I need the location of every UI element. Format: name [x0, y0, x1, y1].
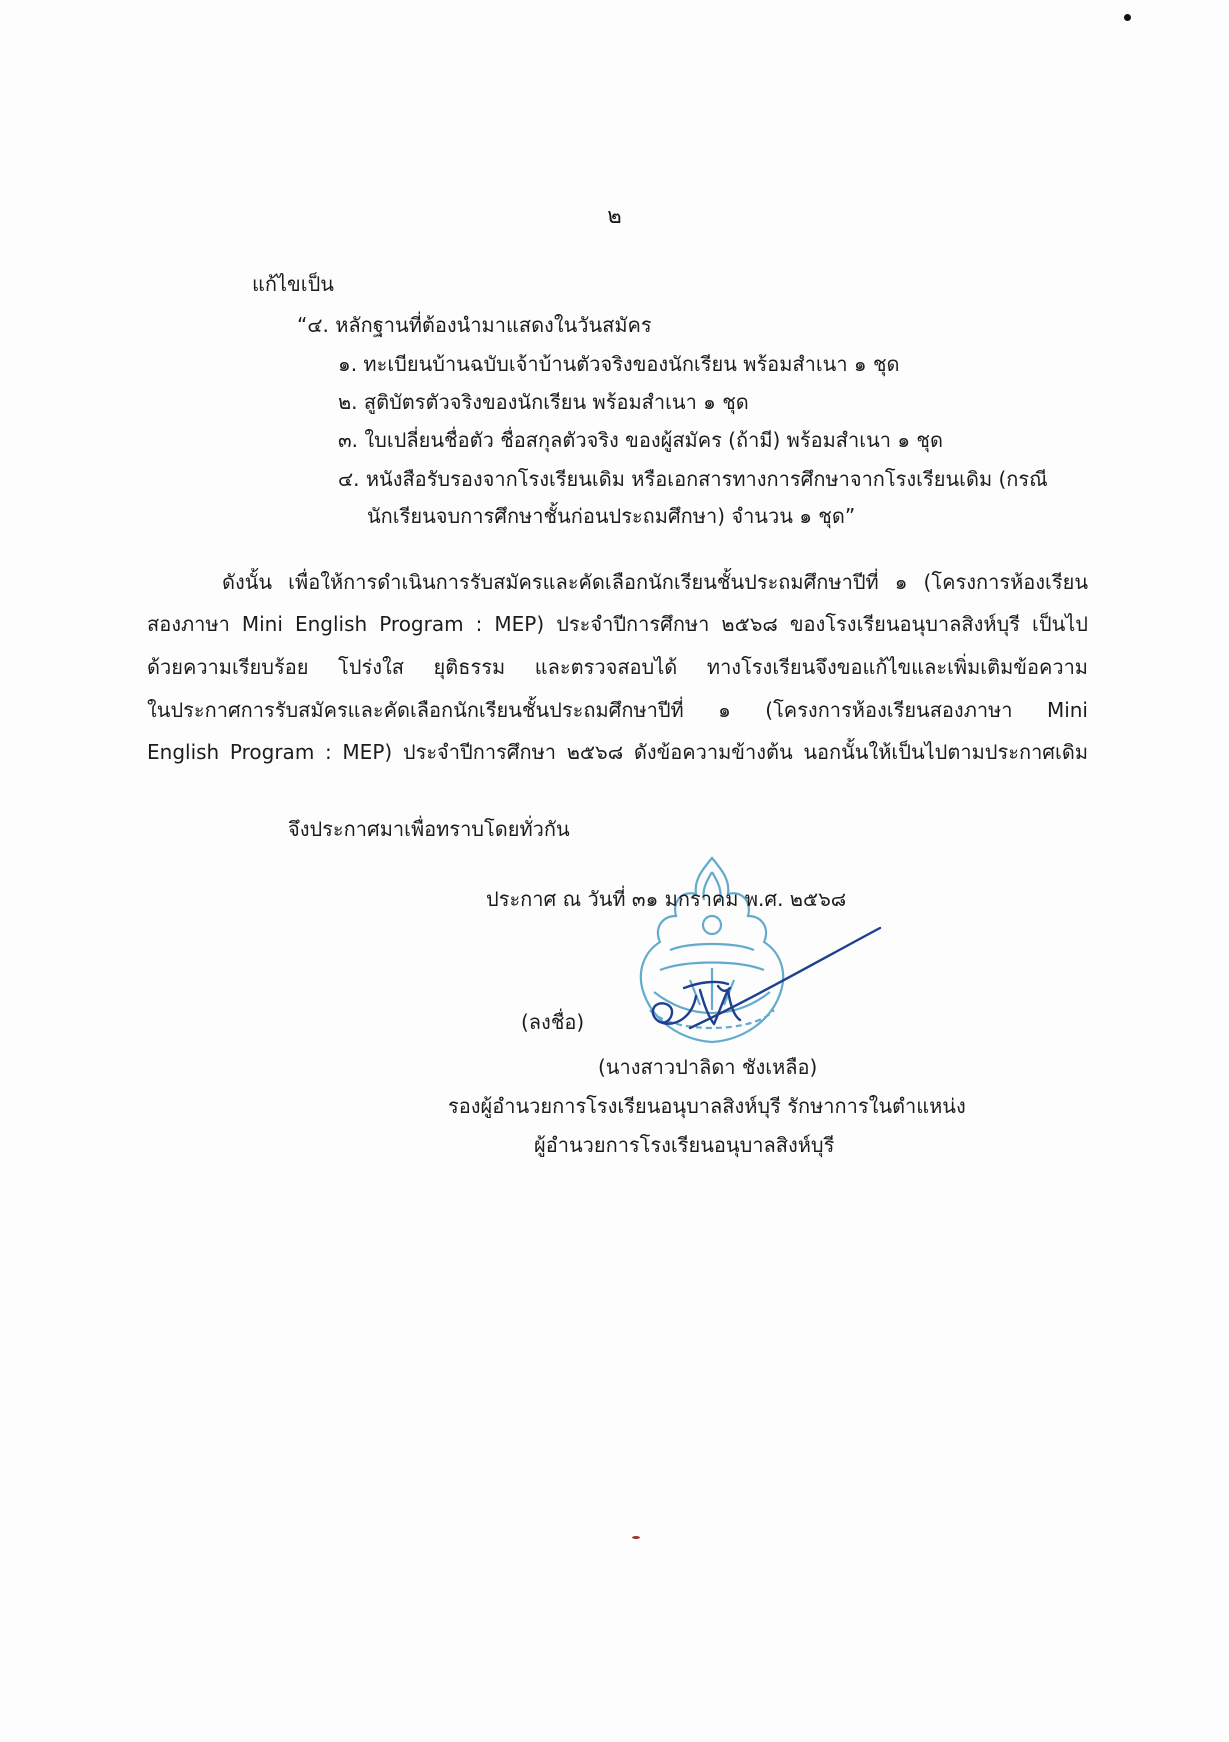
amendment-heading: แก้ไขเป็น: [252, 272, 334, 296]
paragraph-line: สองภาษา Mini English Program : MEP) ประจำปีการศึกษา ๒๕๖๘ ของโรงเรียนอนุบาลสิงห์บุรี เป็นไป: [147, 612, 1088, 636]
signer-position: ผู้อำนวยการโรงเรียนอนุบาลสิงห์บุรี: [534, 1133, 835, 1157]
handwritten-signature: [630, 900, 890, 1050]
paragraph-line: ดังนั้น เพื่อให้การดำเนินการรับสมัครและคัดเลือกนักเรียนชั้นประถมศึกษาปีที่ ๑ (โครงการห้องเรียน: [222, 570, 1088, 594]
paragraph-line: ด้วยความเรียบร้อย โปร่งใส ยุติธรรม และตรวจสอบได้ ทางโรงเรียนจึงขอแก้ไขและเพิ่มเติมข้อความ: [147, 655, 1088, 679]
list-item-continuation: นักเรียนจบการศึกษาชั้นก่อนประถมศึกษา) จำนวน ๑ ชุด”: [367, 504, 856, 528]
scan-speck: [1124, 14, 1131, 21]
signed-label: (ลงชื่อ): [521, 1010, 585, 1034]
list-item: ๔. หนังสือรับรองจากโรงเรียนเดิม หรือเอกสารทางการศึกษาจากโรงเรียนเดิม (กรณี: [338, 467, 1048, 491]
list-item: ๑. ทะเบียนบ้านฉบับเจ้าบ้านตัวจริงของนักเรียน พร้อมสำเนา ๑ ชุด: [338, 352, 900, 376]
list-title: “๔. หลักฐานที่ต้องนำมาแสดงในวันสมัคร: [297, 313, 652, 337]
signer-name: (นางสาวปาลิดา ชังเหลือ): [598, 1055, 818, 1079]
signer-position: รองผู้อำนวยการโรงเรียนอนุบาลสิงห์บุรี รักษาการในตำแหน่ง: [448, 1094, 966, 1118]
list-item: ๒. สูติบัตรตัวจริงของนักเรียน พร้อมสำเนา ๑ ชุด: [338, 390, 749, 414]
scan-speck: [632, 1536, 640, 1539]
closing-line: จึงประกาศมาเพื่อทราบโดยทั่วกัน: [288, 817, 570, 841]
paragraph-line: ในประกาศการรับสมัครและคัดเลือกนักเรียนชั้นประถมศึกษาปีที่ ๑ (โครงการห้องเรียนสองภาษา Mini: [147, 698, 1088, 722]
page-number: ๒: [607, 204, 622, 229]
list-item: ๓. ใบเปลี่ยนชื่อตัว ชื่อสกุลตัวจริง ของผู้สมัคร (ถ้ามี) พร้อมสำเนา ๑ ชุด: [338, 428, 943, 452]
announcement-date: ประกาศ ณ วันที่ ๓๑ มกราคม พ.ศ. ๒๕๖๘: [486, 887, 847, 911]
paragraph-line: English Program : MEP) ประจำปีการศึกษา ๒๕๖๘ ดังข้อความข้างต้น นอกนั้นให้เป็นไปตามประกาศเดิม: [147, 740, 1088, 764]
